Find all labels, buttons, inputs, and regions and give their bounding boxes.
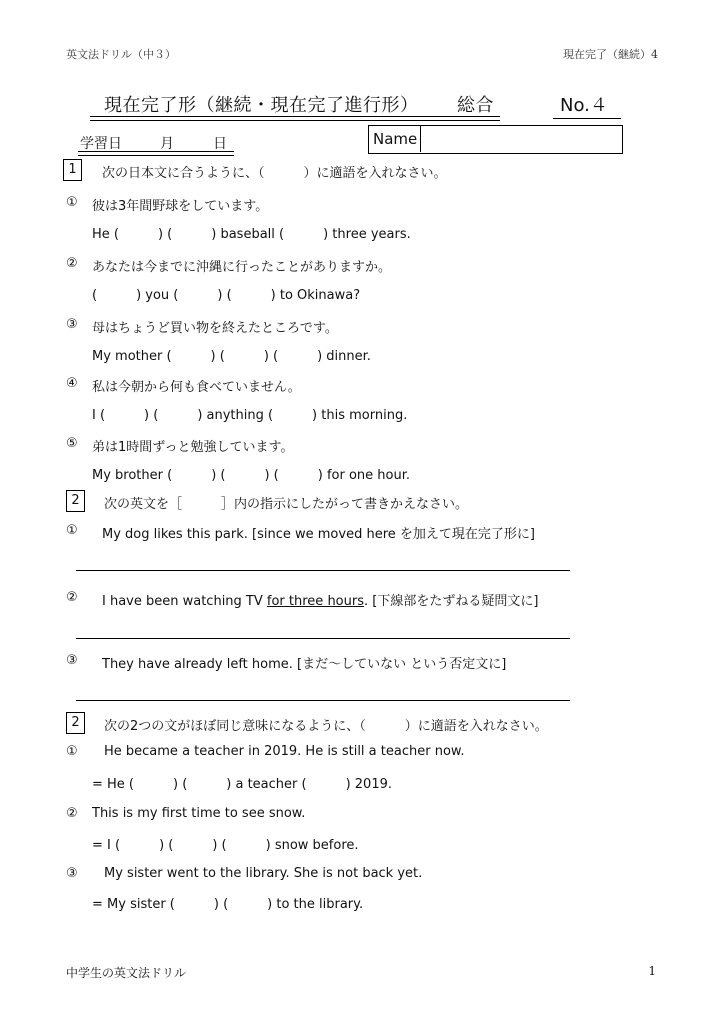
q3-2-marker: ②: [66, 806, 78, 821]
header-right: 現在完了（継続）4: [563, 48, 658, 61]
q2-1-answer-line[interactable]: [76, 570, 570, 571]
q3-1-sentence: He became a teacher in 2019. He is still a teacher now.: [104, 744, 465, 759]
page-number: 1: [648, 964, 656, 978]
q3-1-answer[interactable]: = He ( ) ( ) a teacher ( ) 2019.: [92, 777, 392, 792]
q1-3-japanese: 母はちょうど買い物を終えたところです。: [92, 321, 338, 336]
q2-3-text: They have already left home. [まだ～していない という否定文に]: [102, 657, 507, 672]
number-underline: [553, 118, 621, 119]
q2-2-underlined-phrase: for three hours: [266, 594, 364, 609]
q2-2-text: [102, 590, 538, 609]
date-underline: [78, 151, 234, 156]
q2-2-marker: ②: [66, 590, 78, 605]
q2-1-text: My dog likes this park. [since we moved here を加えて現在完了形に]: [102, 527, 535, 542]
section-2-number: 2: [66, 490, 85, 512]
q2-3-answer-line[interactable]: [76, 700, 570, 701]
page-subtitle: 総合: [457, 95, 494, 116]
section-3-instruction: 次の2つの文がほぼ同じ意味になるように、（ ）に適語を入れなさい。: [104, 719, 548, 734]
q1-2-japanese: あなたは今までに沖縄に行ったことがありますか。: [92, 260, 392, 275]
title-underline: [90, 116, 500, 121]
q1-4-marker: ④: [66, 376, 78, 391]
q1-5-japanese: 弟は1時間ずっと勉強しています。: [92, 440, 294, 455]
q1-1-english[interactable]: He ( ) ( ) baseball ( ) three years.: [92, 227, 411, 242]
name-divider: [420, 126, 421, 152]
section-3-number: 2: [66, 712, 85, 734]
worksheet-number: No.４: [560, 95, 608, 116]
q1-3-marker: ③: [66, 317, 78, 332]
page-title: 現在完了形（継続・現在完了進行形）: [104, 95, 419, 116]
q2-1-marker: ①: [66, 523, 78, 538]
q2-2-text-after: . [下線部をたずねる疑問文に]: [364, 594, 539, 609]
q2-3-marker: ③: [66, 653, 78, 668]
q1-4-english[interactable]: I ( ) ( ) anything ( ) this morning.: [92, 408, 408, 423]
q1-1-marker: ①: [66, 195, 78, 210]
q3-2-answer[interactable]: = I ( ) ( ) ( ) snow before.: [92, 838, 359, 853]
q3-3-marker: ③: [66, 866, 78, 881]
section-2-instruction: 次の英文を［ ］内の指示にしたがって書きかえなさい。: [104, 497, 469, 512]
q1-1-japanese: 彼は3年間野球をしています。: [92, 199, 269, 214]
name-label: Name: [373, 130, 418, 148]
q1-4-japanese: 私は今朝から何も食べていません。: [92, 380, 301, 395]
section-1-number: 1: [63, 159, 82, 181]
section-1-instruction: 次の日本文に合うように、（ ）に適語を入れなさい。: [102, 166, 447, 181]
q2-2-text-before: I have been watching TV: [102, 594, 267, 609]
q1-5-marker: ⑤: [66, 436, 78, 451]
date-label: 学習日: [80, 136, 122, 152]
footer-left: 中学生の英文法ドリル: [66, 966, 187, 980]
day-label: 日: [213, 136, 227, 152]
q3-3-answer[interactable]: = My sister ( ) ( ) to the library.: [92, 897, 364, 912]
header-left: 英文法ドリル（中３）: [66, 48, 176, 61]
q3-3-sentence: My sister went to the library. She is not back yet.: [104, 866, 423, 881]
q1-3-english[interactable]: My mother ( ) ( ) ( ) dinner.: [92, 349, 371, 364]
q3-2-sentence: This is my first time to see snow.: [92, 806, 306, 821]
q1-2-english[interactable]: ( ) you ( ) ( ) to Okinawa?: [92, 288, 361, 303]
q1-2-marker: ②: [66, 256, 78, 271]
q2-2-answer-line[interactable]: [76, 638, 570, 639]
q3-1-marker: ①: [66, 744, 78, 759]
q1-5-english[interactable]: My brother ( ) ( ) ( ) for one hour.: [92, 468, 410, 483]
month-label: 月: [160, 136, 174, 152]
